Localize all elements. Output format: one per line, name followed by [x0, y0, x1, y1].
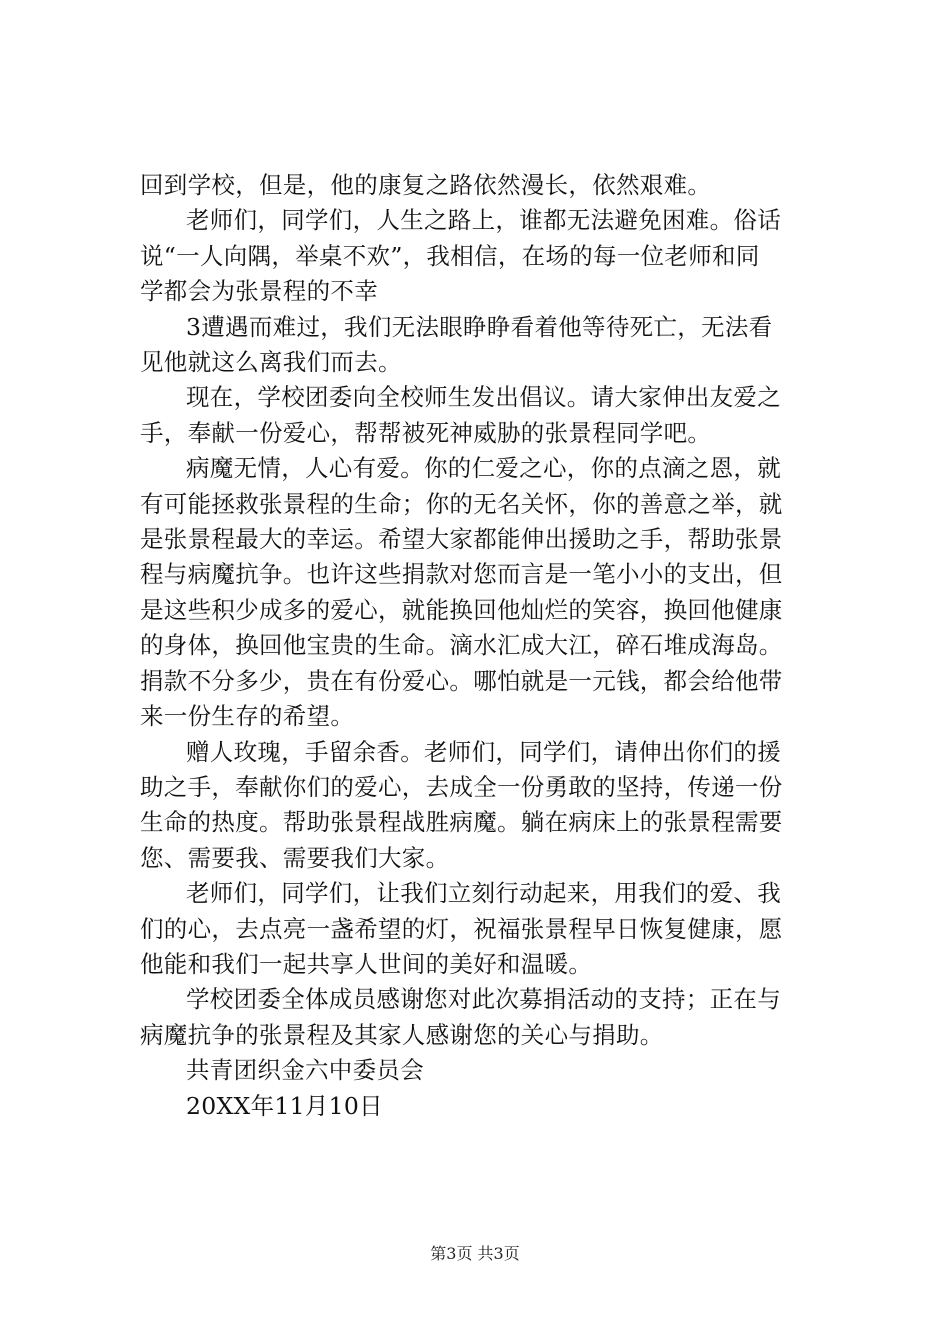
text-line: 他能和我们一起共享人世间的美好和温暖。 — [140, 949, 593, 978]
text-line: 现在，学校团委向全校师生发出倡议。请大家伸出友爱之 — [186, 383, 781, 412]
text-line: 老师们，同学们，人生之路上，谁都无法避免困难。俗话 — [186, 206, 781, 235]
text-line: 学都会为张景程的不幸 — [140, 277, 378, 306]
text-line: 助之手，奉献你们的爱心，去成全一份勇敢的坚持，传递一份 — [140, 772, 783, 801]
text-line: 学校团委全体成员感谢您对此次募捐活动的支持；正在与 — [186, 985, 781, 1014]
signature-date: 20XX年11月10日 — [186, 1091, 383, 1120]
page-number-footer: 第3页 共3页 — [430, 1244, 520, 1263]
text-line: 有可能拯救张景程的生命；你的无名关怀，你的善意之举，就 — [140, 489, 783, 518]
text-line: 们的心，去点亮一盏希望的灯，祝福张景程早日恢复健康，愿 — [140, 914, 783, 943]
text-line: 见他就这么离我们而去。 — [140, 348, 402, 377]
text-line: 是张景程最大的幸运。希望大家都能伸出援助之手，帮助张景 — [140, 525, 783, 554]
text-line: 回到学校，但是，他的康复之路依然漫长，依然艰难。 — [140, 171, 712, 199]
text-line: 程与病魔抗争。也许这些捐款对您而言是一笔小小的支出，但 — [140, 560, 783, 589]
text-line: 生命的热度。帮助张景程战胜病魔。躺在病床上的张景程需要 — [140, 808, 783, 837]
document-body — [140, 168, 830, 1124]
signature-organization: 共青团织金六中委员会 — [186, 1056, 424, 1085]
text-line: 说“一人向隅，举桌不欢”，我相信，在场的每一位老师和同 — [140, 241, 760, 270]
text-line: 手，奉献一份爱心，帮帮被死神威胁的张景程同学吧。 — [140, 418, 712, 447]
text-line: 捐款不分多少，贵在有份爱心。哪怕就是一元钱，都会给他带 — [140, 666, 783, 695]
text-line: 病魔无情，人心有爱。你的仁爱之心，你的点滴之恩，就 — [186, 454, 781, 483]
text-line: 您、需要我、需要我们大家。 — [140, 843, 450, 872]
text-line: 3遭遇而难过，我们无法眼睁睁看着他等待死亡，无法看 — [186, 312, 773, 341]
text-line: 的身体，换回他宝贵的生命。滴水汇成大江，碎石堆成海岛。 — [140, 631, 783, 660]
text-line: 是这些积少成多的爱心，就能换回他灿烂的笑容，换回他健康 — [140, 595, 783, 624]
text-line: 老师们，同学们，让我们立刻行动起来，用我们的爱、我 — [186, 879, 781, 908]
text-line: 来一份生存的希望。 — [140, 702, 355, 731]
text-line: 病魔抗争的张景程及其家人感谢您的关心与捐助。 — [140, 1020, 664, 1049]
text-line: 赠人玫瑰，手留余香。老师们，同学们，请伸出你们的援 — [186, 737, 781, 766]
